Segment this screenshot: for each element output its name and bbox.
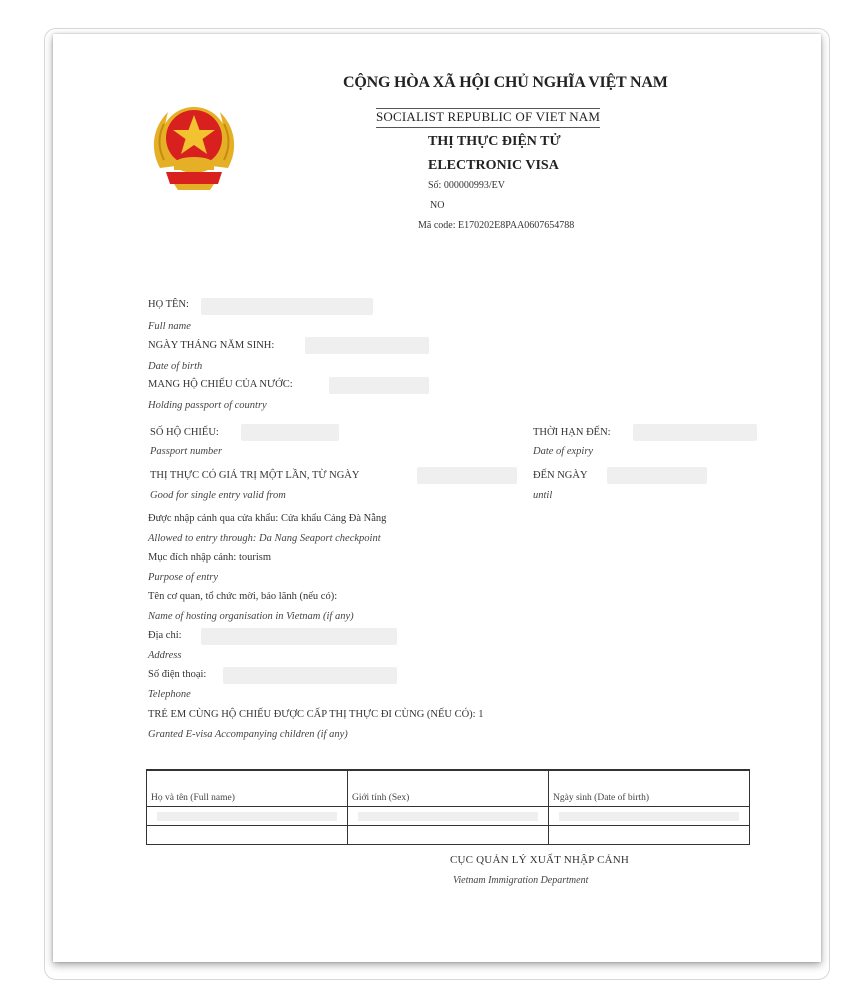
table-cell: [549, 826, 750, 845]
until-label: ĐẾN NGÀY: [533, 470, 588, 481]
expiry-label: THỜI HẠN ĐẾN:: [533, 427, 611, 438]
org-label-en: Name of hosting organisation in Vietnam (if any): [148, 611, 354, 622]
visa-code: Mã code: E170202E8PAA0607654788: [418, 220, 575, 231]
table-row: [147, 807, 750, 826]
org-label: Tên cơ quan, tổ chức mời, bảo lãnh (nếu có):: [148, 591, 338, 602]
country-title-vi: CỘNG HÒA XÃ HỘI CHỦ NGHĨA VIỆT NAM: [343, 74, 668, 91]
until-label-en: until: [533, 490, 553, 501]
purpose-label-en: Purpose of entry: [148, 572, 218, 583]
valid-from-label-en: Good for single entry valid from: [150, 490, 286, 501]
passport-country-label-en: Holding passport of country: [148, 400, 267, 411]
children-label: TRẺ EM CÙNG HỘ CHIẾU ĐƯỢC CẤP THỊ THỰC ĐI CÙNG (NẾU CÓ): 1: [148, 709, 484, 720]
dob-value: [305, 337, 429, 354]
visa-title-en: ELECTRONIC VISA: [428, 158, 559, 173]
children-label-en: Granted E-visa Accompanying children (if any): [148, 729, 348, 740]
phone-label-en: Telephone: [148, 689, 191, 700]
issuing-department-vi: CỤC QUẢN LÝ XUẤT NHẬP CẢNH: [450, 854, 630, 866]
address-label: Địa chỉ:: [148, 630, 182, 641]
passport-number-label-en: Passport number: [150, 446, 223, 457]
no-label: NO: [430, 200, 445, 211]
entry-port-label: Được nhập cảnh qua cửa khẩu: Cửa khẩu Cảng Đà Nẵng: [148, 513, 387, 524]
visa-document: [53, 34, 821, 962]
vietnam-national-emblem-icon: [148, 98, 240, 194]
expiry-label-en: Date of expiry: [533, 446, 594, 457]
table-header-name: Họ và tên (Full name): [147, 770, 348, 807]
phone-value: [223, 667, 397, 684]
redacted-value: [358, 812, 538, 821]
visa-number: Số: 000000993/EV: [428, 180, 505, 191]
valid-from-value: [417, 467, 517, 484]
full-name-label: HỌ TÊN:: [148, 299, 189, 310]
purpose-label: Mục đích nhập cảnh: tourism: [148, 552, 272, 563]
children-table: [146, 769, 750, 845]
redacted-value: [559, 812, 739, 821]
passport-country-label: MANG HỘ CHIẾU CỦA NƯỚC:: [148, 379, 293, 390]
table-cell: [147, 807, 348, 826]
table-header-row: [147, 770, 750, 807]
passport-number-label: SỐ HỘ CHIẾU:: [150, 427, 219, 438]
full-name-label-en: Full name: [148, 321, 191, 332]
table-cell: [348, 807, 549, 826]
table-row: [147, 826, 750, 845]
valid-from-label: THỊ THỰC CÓ GIÁ TRỊ MỘT LẦN, TỪ NGÀY: [150, 470, 360, 481]
redacted-value: [157, 812, 337, 821]
address-label-en: Address: [148, 650, 182, 661]
table-cell: [147, 826, 348, 845]
entry-port-label-en: Allowed to entry through: Da Nang Seaport checkpoint: [148, 533, 381, 544]
issuing-department-en: Vietnam Immigration Department: [453, 875, 589, 886]
expiry-value: [633, 424, 757, 441]
passport-number-value: [241, 424, 339, 441]
table-header-sex: Giới tính (Sex): [348, 770, 549, 807]
passport-country-value: [329, 377, 429, 394]
country-title-en: SOCIALIST REPUBLIC OF VIET NAM: [376, 108, 600, 128]
full-name-value: [201, 298, 373, 315]
table-header-dob: Ngày sinh (Date of birth): [549, 770, 750, 807]
phone-label: Số điện thoại:: [148, 669, 207, 680]
dob-label: NGÀY THÁNG NĂM SINH:: [148, 340, 275, 351]
until-value: [607, 467, 707, 484]
table-cell: [549, 807, 750, 826]
table-cell: [348, 826, 549, 845]
visa-title-vi: THỊ THỰC ĐIỆN TỬ: [428, 134, 561, 149]
address-value: [201, 628, 397, 645]
dob-label-en: Date of birth: [148, 361, 203, 372]
